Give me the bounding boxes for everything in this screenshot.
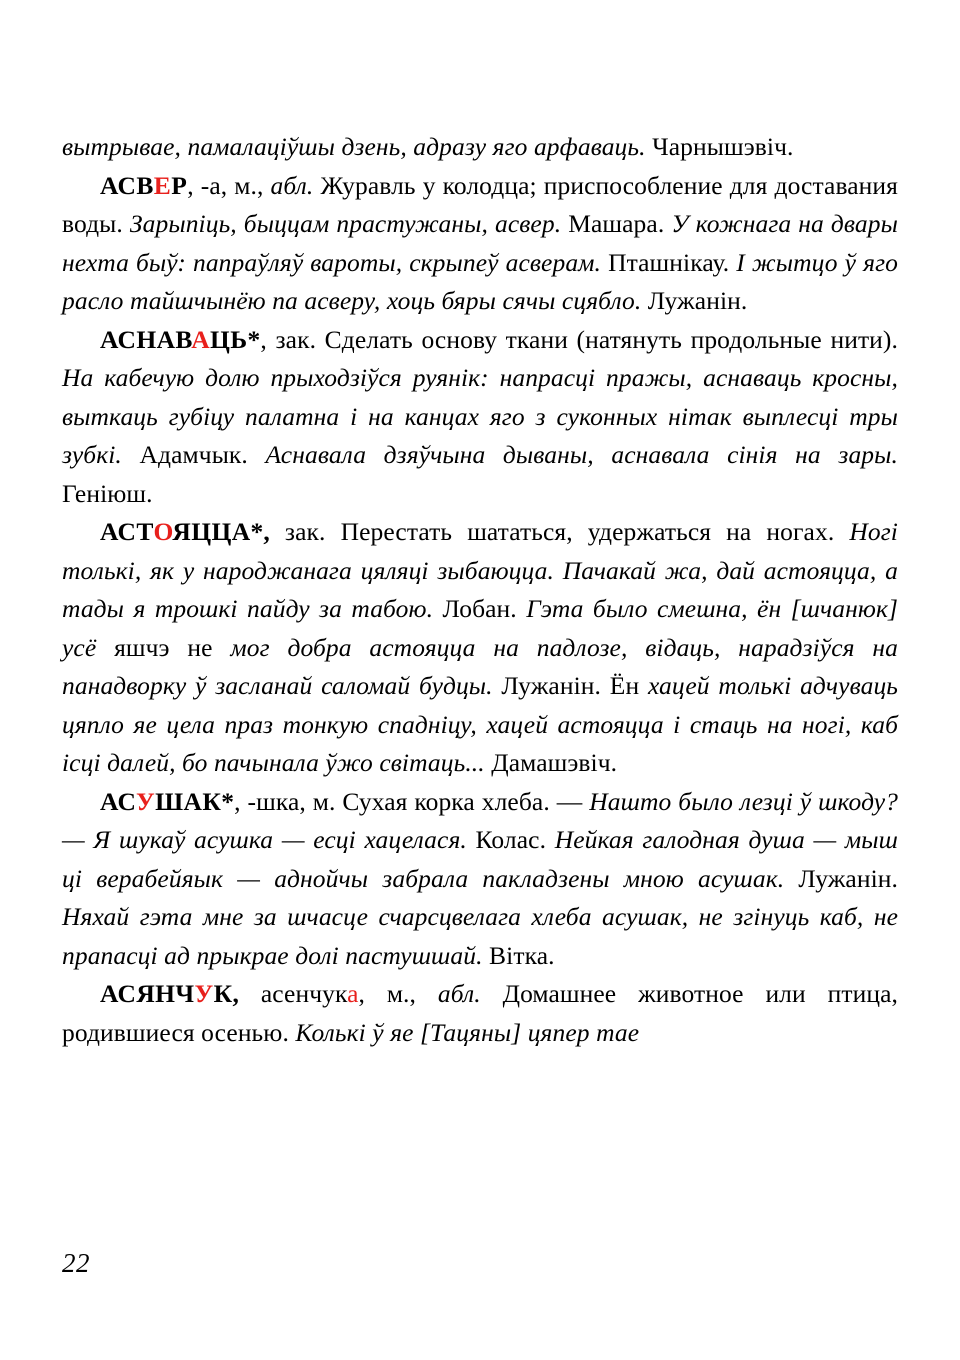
headword-part-after: К — [213, 979, 233, 1008]
headword-marker: *, — [250, 517, 270, 546]
definition-text: Лужанін. — [641, 286, 748, 315]
citation-text: Нашто было лезці ў шкоду? — Я шукаў асушка — есці хацелася. — [62, 786, 898, 854]
dictionary-entry — [62, 167, 898, 321]
citation-text: Ногі толькі, як у народжанага цяляці зыбаюцца. Пачакай жа, дай астояцца, а тады я трошкі пайду за табою. — [62, 517, 898, 623]
headword-marker: * — [221, 786, 235, 816]
citation-text: вытрывае, памалаціўшы дзень, адразу яго арфаваць. — [62, 132, 646, 161]
dictionary-entry — [62, 975, 898, 1052]
definition-text: Вітка. — [482, 940, 555, 970]
citation-text: І жытцо ў яго расло тайшчынёю па асверу, хоць бяры сячы сцябло. — [62, 247, 898, 315]
headword-part-after: ЯЦЦА — [172, 517, 251, 546]
definition-text: Журавль у колодца; приспособление для доставания воды. — [62, 170, 898, 238]
headword-marker: * — [247, 324, 261, 354]
entry-headword — [100, 171, 187, 200]
definition-text: яшчэ не — [114, 632, 213, 662]
citation-text: У кожнага на двары нехта быў: папраўляў вароты, скрыпеў асверам. — [62, 209, 898, 277]
stressed-letter: О — [153, 517, 173, 546]
citation-text: Колькі ў яе [Тацяны] цяпер тае — [295, 1017, 640, 1047]
headword-part-after: Р — [171, 170, 188, 200]
headword-part-before: АС — [100, 786, 137, 816]
entry-headword — [100, 979, 233, 1008]
headword-part-before: АСВ — [100, 170, 154, 200]
definition-text: Лужанін. — [784, 863, 898, 893]
headword-part-after: ЦЬ — [210, 324, 248, 354]
headword-part-before: АСНАВ — [100, 324, 192, 354]
citation-text: хацей толькі адчуваць цяпло яе цела праз тонкую спадніцу, хацей астояцца і стаць на ногі, каб ісці далей, бо пачынала ўжо світаць... — [62, 671, 898, 777]
citation-text: абл. — [270, 170, 314, 200]
definition-text: Колас. — [466, 825, 555, 854]
definition-text: Машара. — [561, 209, 672, 238]
definition-text: Чарнышэвіч. — [645, 132, 794, 161]
entry-headword — [100, 325, 248, 354]
entry-headword — [100, 517, 251, 546]
entry-headword — [100, 787, 221, 816]
definition-text: Дамашэвіч. — [484, 748, 618, 777]
definition-text: Домашнее животное или птица, родившиеся осенью. — [62, 979, 898, 1047]
stressed-letter: А — [191, 324, 211, 354]
definition-text: Адамчык. — [121, 440, 266, 469]
definition-text: Лобан. — [433, 594, 527, 623]
citation-text: На кабечую долю прыходзіўся руянік: напрасці пражы, аснаваць кросны, выткаць губіцу палатна і на канцах яго з суконных нітак выплесці тры зубкі. — [62, 363, 898, 469]
definition-text: , м., — [358, 979, 438, 1008]
headword-marker: , — [232, 979, 240, 1008]
dictionary-entry — [62, 513, 898, 783]
page-number: 22 — [62, 1248, 90, 1278]
dictionary-entry — [62, 321, 898, 514]
headword-part-before: АСТ — [100, 517, 154, 546]
definition-text: , зак. Сделать основу ткани (натянуть продольные нити). — [260, 324, 898, 354]
stressed-letter: Е — [153, 170, 172, 200]
definition-text: Ён — [609, 671, 640, 700]
definition-text: зак. Перестать шататься, удержаться на ногах. — [269, 517, 850, 546]
citation-text: Няхай гэта мне за шчасце счарсцвелага хлеба асушак, не згінуць каб, не прапасці ад прыкрае долі пастушшай. — [62, 902, 898, 970]
citation-text: Зарыпіць, быццам прастужаны, асвер. — [129, 209, 562, 238]
citation-text: Нейкая галодная душа — мыш ці верабейяык — аднойчы забрала пакладзены мною асушак. — [62, 825, 898, 893]
headword-part-after: ШАК — [155, 786, 222, 816]
stressed-letter: а — [347, 979, 359, 1008]
text-column — [62, 128, 898, 1052]
stressed-letter: У — [194, 979, 214, 1008]
citation-text: Аснавала дзяўчына дываны, аснавала сінія на зары. — [265, 440, 898, 469]
definition-text: Пташнікау. — [601, 247, 737, 277]
definition-text: асенчук — [239, 979, 348, 1008]
text-paragraph — [62, 128, 898, 167]
stressed-letter: У — [136, 786, 156, 816]
citation-text: мог добра астояцца на падлозе, відаць, нарадзіўся на панадворку ў засланай саломай будцы. — [62, 632, 898, 700]
headword-part-before: АСЯНЧ — [100, 979, 195, 1008]
citation-text: абл. — [437, 979, 481, 1008]
definition-text: Лужанін. — [492, 671, 610, 700]
citation-text: Гэта было смешна, ён [шчанюк] усё — [62, 594, 898, 662]
definition-text: , -а, м., — [187, 170, 271, 200]
dictionary-entry — [62, 783, 898, 976]
definition-text: , -шка, м. Сухая корка хлеба. — — [234, 786, 590, 816]
definition-text: Геніюш. — [62, 478, 153, 508]
